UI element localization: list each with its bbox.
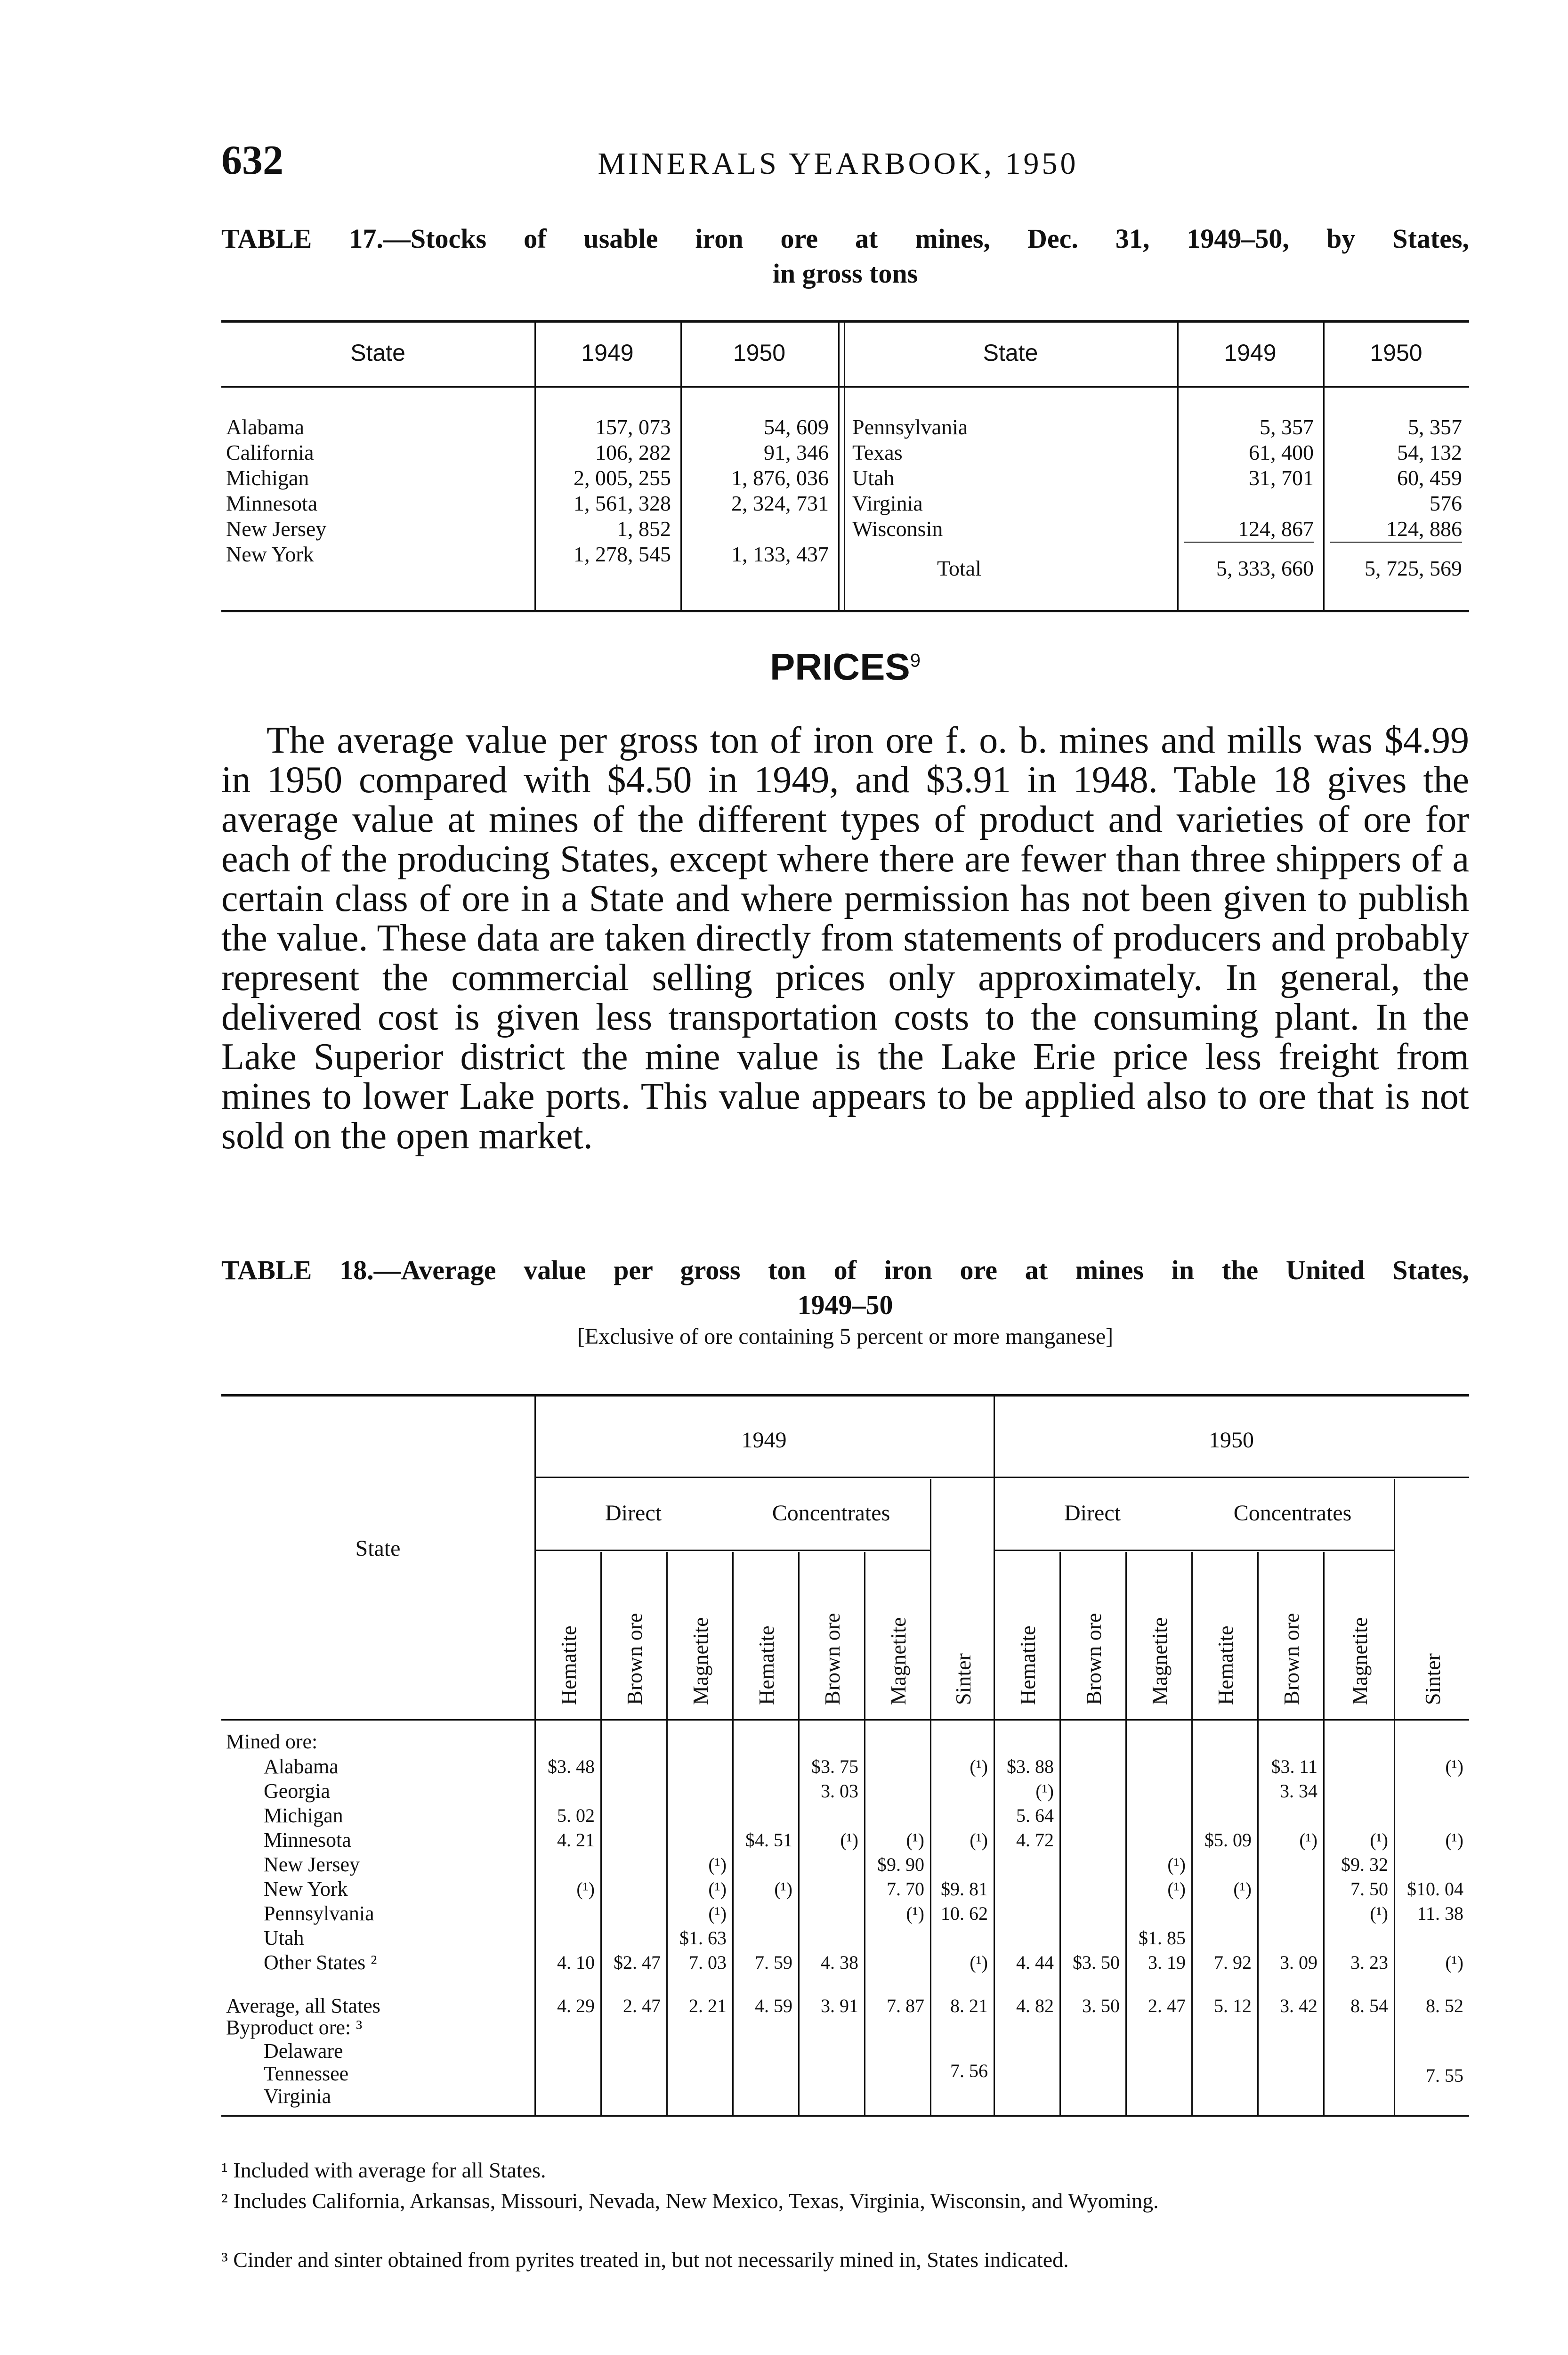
table-cell: 7. 03 (689, 1952, 727, 1973)
table-cell: 4. 29 (557, 1995, 595, 2016)
value-cell: 91, 346 (764, 440, 829, 464)
state-name: Pennsylvania (852, 415, 968, 439)
section-title-text: PRICES (769, 646, 910, 688)
table18-divider (600, 1552, 602, 2115)
table17-right-1950 (1330, 414, 1462, 542)
value-cell: 157, 073 (595, 415, 671, 439)
table-cell: $3. 88 (1007, 1756, 1054, 1777)
table-cell: 4. 72 (1016, 1829, 1054, 1851)
table17-right-1949 (1184, 414, 1314, 542)
table-cell: 4. 10 (557, 1952, 595, 1973)
table17-bottom-rule (221, 610, 1469, 612)
total-rule (1330, 542, 1462, 543)
table18-subcaption: [Exclusive of ore containing 5 percent or more manganese] (577, 1324, 1114, 1349)
byproduct-state: Tennessee (264, 2062, 349, 2085)
value-cell: 5, 357 (1408, 415, 1462, 439)
table17-left-states (226, 414, 527, 567)
table-cell: $9. 81 (941, 1878, 988, 1900)
table-cell: 8. 21 (950, 1995, 988, 2016)
table-cell: 8. 54 (1350, 1995, 1388, 2016)
table17-top-rule (221, 320, 1469, 323)
table-cell: (¹) (1167, 1854, 1186, 1875)
value-cell: 2, 324, 731 (731, 491, 829, 515)
table17-right-states (852, 414, 1172, 542)
table-cell: (¹) (1370, 1829, 1388, 1851)
group-header-rule (994, 1550, 1394, 1551)
state-name: Texas (852, 440, 903, 464)
table-cell: (¹) (906, 1903, 924, 1924)
state-name: California (226, 440, 314, 464)
table18 (221, 1394, 1469, 2204)
table-cell: (¹) (1445, 1952, 1463, 1973)
value-cell: 54, 132 (1397, 440, 1462, 464)
year-header-rule (534, 1477, 1469, 1478)
table17-header-state: State (350, 340, 405, 366)
table-cell: (¹) (970, 1829, 988, 1851)
value-cell: 2, 005, 255 (574, 466, 671, 490)
table-cell: (¹) (1445, 1756, 1463, 1777)
table-cell: 7. 59 (755, 1952, 792, 1973)
table18-divider (930, 1479, 931, 2115)
table17 (221, 320, 1469, 622)
table18-caption (221, 1253, 1469, 1323)
table-cell: 7. 70 (887, 1878, 924, 1900)
table17-header-state: State (983, 340, 1038, 366)
table-cell: 5. 12 (1214, 1995, 1252, 2016)
table-cell: (¹) (708, 1854, 727, 1875)
table17-header-1950: 1950 (1370, 340, 1423, 366)
table-cell: $1. 85 (1139, 1927, 1186, 1949)
table18-caption-lead: TABLE 18.—Average value per gross ton of iron ore at mines in the United States, (221, 1255, 1469, 1285)
value-cell: 31, 701 (1249, 466, 1314, 490)
value-cell: 1, 876, 036 (731, 466, 829, 490)
group-direct-1950: Direct (1064, 1501, 1121, 1526)
table17-caption-lead: TABLE 17.—Stocks of usable iron ore at mines, Dec. 31, 1949–50, by States, (221, 223, 1469, 254)
table-cell: 4. 82 (1016, 1995, 1054, 2016)
table-row-label: Pennsylvania (264, 1902, 374, 1925)
table-cell: 7. 92 (1214, 1952, 1252, 1973)
column-header-brown-ore: Brown ore (820, 1613, 844, 1705)
table-cell: $4. 51 (745, 1829, 792, 1851)
table-cell: $10. 04 (1407, 1878, 1463, 1900)
table18-divider (1394, 1479, 1395, 2115)
value-cell (1184, 491, 1314, 516)
byproduct-state: Delaware (264, 2039, 343, 2063)
table-cell: (¹) (1299, 1829, 1317, 1851)
table-cell: $3. 75 (811, 1756, 858, 1777)
column-header-magnetite: Magnetite (688, 1617, 712, 1705)
table-cell: 11. 38 (1417, 1903, 1463, 1924)
byproduct-label: Byproduct ore: ³ (226, 2016, 363, 2039)
table18-stub-header: State (355, 1536, 401, 1561)
table-row-label: New Jersey (264, 1853, 360, 1876)
column-header-sinter: Sinter (1421, 1653, 1445, 1705)
total-value: 5, 725, 569 (1365, 556, 1462, 580)
table17-total-1950 (1330, 556, 1462, 581)
table18-header-rule (221, 1719, 1469, 1721)
table-cell: $2. 47 (614, 1952, 661, 1973)
column-header-brown-ore: Brown ore (622, 1613, 647, 1705)
table-cell: 3. 23 (1350, 1952, 1388, 1973)
state-name: New York (226, 542, 314, 566)
table-cell: $3. 50 (1073, 1952, 1120, 1973)
table18-top-rule (221, 1394, 1469, 1397)
table-cell: 3. 42 (1280, 1995, 1317, 2016)
table-cell: (¹) (970, 1952, 988, 1973)
column-header-magnetite: Magnetite (886, 1617, 910, 1705)
column-header-hematite: Hematite (1213, 1625, 1237, 1705)
table17-left-1950 (687, 414, 829, 567)
byproduct-state: Virginia (264, 2085, 331, 2108)
table17-left-1949 (542, 414, 671, 567)
value-cell: 1, 278, 545 (574, 542, 671, 566)
table-cell: (¹) (1370, 1903, 1388, 1924)
table17-header-1949: 1949 (1224, 340, 1277, 366)
section-title (221, 645, 1469, 689)
table17-divider (838, 320, 840, 610)
table-cell: 2. 21 (689, 1995, 727, 2016)
group-direct-1949: Direct (605, 1501, 662, 1526)
group-header-rule (534, 1550, 930, 1551)
table18-divider (1059, 1552, 1061, 2115)
table-row-label: New York (264, 1877, 348, 1900)
group-concentrates-1950: Concentrates (1233, 1501, 1352, 1526)
running-title: MINERALS YEARBOOK, 1950 (598, 146, 1079, 181)
state-name: Minnesota (226, 491, 318, 515)
table17-total-label (937, 556, 1163, 581)
table17-caption-tail: in gross tons (772, 258, 918, 289)
total-value: 5, 333, 660 (1216, 556, 1314, 580)
table-cell: $9. 32 (1341, 1854, 1388, 1875)
table-row-label: Other States ² (264, 1951, 377, 1974)
footnote-3: ³ Cinder and sinter obtained from pyrites treated in, but not necessarily mined in, States indicated. (221, 2248, 1069, 2272)
table-cell: $1. 63 (679, 1927, 727, 1949)
page-number: 632 (221, 138, 283, 183)
year-1950-header: 1950 (1209, 1428, 1254, 1453)
table-cell: 10. 62 (941, 1903, 988, 1924)
table-cell: 3. 50 (1082, 1995, 1120, 2016)
mined-ore-label: Mined ore: (226, 1730, 318, 1753)
column-header-sinter: Sinter (951, 1653, 975, 1705)
year-1949-header: 1949 (741, 1428, 787, 1453)
group-concentrates-1949: Concentrates (772, 1501, 890, 1526)
value-cell: 60, 459 (1397, 466, 1462, 490)
byproduct-sinter-1950: 7. 55 (1426, 2065, 1463, 2086)
table-cell: 8. 52 (1426, 1995, 1463, 2016)
table-cell: 7. 50 (1350, 1878, 1388, 1900)
table-cell: (¹) (708, 1903, 727, 1924)
running-header (221, 137, 1455, 193)
table18-divider (666, 1552, 668, 2115)
table17-header-1950: 1950 (733, 340, 786, 366)
table-cell: 3. 03 (821, 1780, 858, 1802)
state-name: Utah (852, 466, 895, 490)
table18-bottom-rule (221, 2115, 1469, 2117)
table-row-label: Michigan (264, 1804, 343, 1827)
value-cell (687, 516, 829, 542)
table-cell: 2. 47 (623, 1995, 661, 2016)
table-row-label: Georgia (264, 1779, 330, 1803)
average-row-label: Average, all States (226, 1994, 380, 2017)
table-row-label: Alabama (264, 1755, 339, 1778)
value-cell: 576 (1430, 491, 1462, 515)
table-cell: (¹) (906, 1829, 924, 1851)
table-cell: 7. 87 (887, 1995, 924, 2016)
table-cell: (¹) (1445, 1829, 1463, 1851)
table-row-label: Minnesota (264, 1828, 351, 1852)
table-cell: 4. 21 (557, 1829, 595, 1851)
table-row-label: Utah (264, 1926, 304, 1949)
byproduct-sinter-1949: 7. 56 (950, 2060, 988, 2081)
table-cell: (¹) (1233, 1878, 1252, 1900)
footnote-1: ¹ Included with average for all States. (221, 2158, 546, 2182)
value-cell: 124, 886 (1386, 517, 1462, 541)
value-cell: 124, 867 (1238, 517, 1314, 541)
value-cell: 1, 133, 437 (731, 542, 829, 566)
state-name: Virginia (852, 491, 923, 515)
table-cell: $5. 09 (1204, 1829, 1252, 1851)
table-cell: 2. 47 (1148, 1995, 1186, 2016)
table-cell: 4. 44 (1016, 1952, 1054, 1973)
table-cell: 3. 34 (1280, 1780, 1317, 1802)
state-name: Wisconsin (852, 517, 943, 541)
table-cell: (¹) (576, 1878, 595, 1900)
state-name: Michigan (226, 466, 309, 490)
table-cell: (¹) (970, 1756, 988, 1777)
value-cell: 106, 282 (595, 440, 671, 464)
value-cell: 1, 561, 328 (574, 491, 671, 515)
table17-caption (221, 221, 1469, 291)
total-label: Total (937, 556, 981, 580)
table-cell: $9. 90 (877, 1854, 924, 1875)
table-cell: (¹) (840, 1829, 858, 1851)
table-cell: (¹) (708, 1878, 727, 1900)
value-cell: 5, 357 (1260, 415, 1314, 439)
table-cell: 3. 09 (1280, 1952, 1317, 1973)
state-name: New Jersey (226, 517, 327, 541)
table-cell: 5. 02 (557, 1805, 595, 1826)
table17-total-1949 (1184, 556, 1314, 581)
column-header-hematite: Hematite (1016, 1625, 1040, 1705)
table-cell: 5. 64 (1016, 1805, 1054, 1826)
column-header-brown-ore: Brown ore (1082, 1613, 1106, 1705)
table18-caption-tail: 1949–50 (797, 1290, 893, 1320)
table-cell: (¹) (774, 1878, 792, 1900)
table-cell: $3. 48 (548, 1756, 595, 1777)
table-cell: 4. 59 (755, 1995, 792, 2016)
total-rule (1184, 542, 1314, 543)
table17-header-1949: 1949 (581, 340, 634, 366)
column-header-hematite: Hematite (557, 1625, 581, 1705)
table-cell: (¹) (1035, 1780, 1054, 1802)
body-paragraph: The average value per gross ton of iron ore f. o. b. mines and mills was $4.99 in 1950 compared with $4.50 in 1949, and $3.91 in 1948. Table 18 gives the average value at mines of the different types of product and varieties of ore for each of the producing States, except where there are fewer than three shippers of a certain class of ore in a State and where permission has not been given to publish the value. These data are taken directly from statements of producers and probably represent the commercial selling prices only approximately. In general, the delivered cost is given less transportation costs to the consuming plant. In the Lake Superior district the mine value is the Lake Erie price less freight from mines to lower Lake ports. This value appears to be applied also to ore that is not sold on the open market. (221, 720, 1469, 1157)
column-header-magnetite: Magnetite (1348, 1617, 1372, 1705)
column-header-hematite: Hematite (754, 1625, 778, 1705)
table-cell: (¹) (1167, 1878, 1186, 1900)
value-cell: 1, 852 (617, 517, 671, 541)
table-cell: 3. 91 (821, 1995, 858, 2016)
table18-divider (1125, 1552, 1127, 2115)
value-cell: 61, 400 (1249, 440, 1314, 464)
table-cell: 3. 19 (1148, 1952, 1186, 1973)
column-header-magnetite: Magnetite (1148, 1617, 1172, 1705)
table-cell: $3. 11 (1271, 1756, 1317, 1777)
column-header-brown-ore: Brown ore (1279, 1613, 1303, 1705)
table-cell: 4. 38 (821, 1952, 858, 1973)
footnote-marker: 9 (910, 650, 921, 671)
footnote-2: ² Includes California, Arkansas, Missouri, Nevada, New Mexico, Texas, Virginia, Wisconsin, and Wyoming. (221, 2189, 1159, 2213)
table17-header-rule (221, 386, 1469, 388)
state-name: Alabama (226, 415, 305, 439)
value-cell: 54, 609 (764, 415, 829, 439)
